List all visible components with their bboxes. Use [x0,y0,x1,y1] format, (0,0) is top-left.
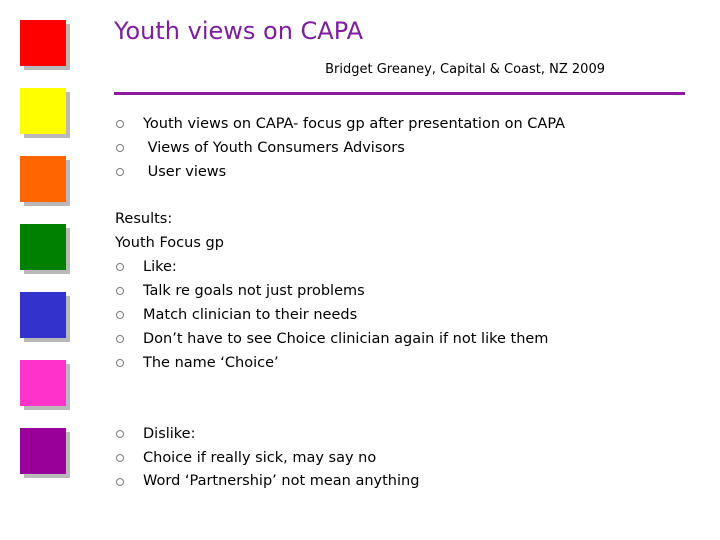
intro-bullet-1: Youth views on CAPA- focus gp after presentation on CAPA [143,116,566,132]
dislike-bullet-3: Word ‘Partnership’ not mean anything [143,473,420,489]
bullet-icon [116,430,124,438]
bullet-icon [116,120,124,128]
color-swatch-red [20,20,66,66]
bullet-icon [116,287,124,295]
like-bullet-1: Like: [143,259,177,275]
like-bullet-2: Talk re goals not just problems [143,283,365,299]
focus-group-heading: Youth Focus gp [115,235,224,251]
bullet-icon [116,263,124,271]
color-swatch-purple [20,428,66,474]
bullet-icon [116,168,124,176]
bullet-icon [116,454,124,462]
slide-subtitle: Bridget Greaney, Capital & Coast, NZ 2009 [325,62,605,77]
bullet-icon [116,311,124,319]
color-swatch-pink [20,360,66,406]
results-heading: Results: [115,211,173,227]
dislike-bullet-2: Choice if really sick, may say no [143,450,377,466]
intro-bullet-2: Views of Youth Consumers Advisors [143,140,405,156]
like-bullet-4: Don’t have to see Choice clinician again if not like them [143,331,549,347]
bullet-icon [116,359,124,367]
like-bullet-3: Match clinician to their needs [143,307,358,323]
bullet-icon [116,478,124,486]
bullet-icon [116,144,124,152]
slide-title: Youth views on CAPA [114,17,364,45]
like-bullet-5: The name ‘Choice’ [143,355,279,371]
color-swatch-blue [20,292,66,338]
color-swatch-yellow [20,88,66,134]
bullet-icon [116,335,124,343]
title-divider [114,92,685,95]
color-swatch-orange [20,156,66,202]
dislike-bullet-1: Dislike: [143,426,196,442]
intro-bullet-3: User views [143,164,227,180]
color-swatch-green [20,224,66,270]
